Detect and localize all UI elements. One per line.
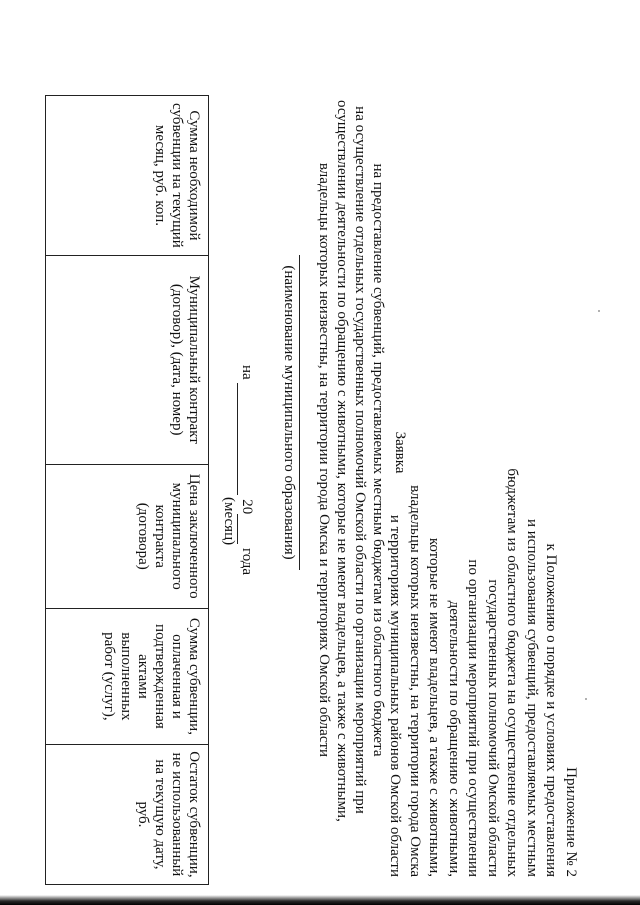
appendix-line: которые не имеют владельцев, а также с животными,: [426, 537, 443, 877]
appendix-line: деятельности по обращению с животными,: [446, 600, 462, 877]
scan-speck: [598, 310, 600, 312]
year-blank: [237, 514, 255, 544]
table-header-cell: Сумма субвенции, оплаченная и подтвержденная актами выполненных работ (услуг),: [46, 608, 209, 744]
municipality-caption: (наименование муниципального образования): [281, 265, 297, 560]
table-header-cell: Остаток субвенции, не использованный на текущую дату, руб.: [46, 744, 209, 884]
municipality-fill-line: [299, 255, 300, 570]
appendix-line: к Положению о порядке и условиях предоставления: [543, 543, 560, 877]
subtitle-line: на осуществление отдельных государственных полномочий Омской области по организации мероприятий при: [352, 106, 368, 814]
document-title: Заявка: [392, 431, 408, 474]
appendix-line: и территориях муниципальных районов Омской области: [387, 514, 404, 877]
table-header-cell: Цена заключенного муниципального контракта (договора): [46, 464, 209, 608]
scan-edge-shadow: [0, 895, 640, 905]
month-caption: (месяц): [221, 497, 237, 546]
table-header-row: [46, 96, 209, 885]
appendix-line: владельцы которых неизвестны, на территории города Омска: [407, 485, 423, 877]
appendix-line: по организации мероприятий при осуществлении: [465, 559, 482, 877]
subtitle-line: осуществлении деятельности по обращению с животными, которые не имеют владельцев, а также с животными,: [334, 100, 350, 822]
subtitle-line: владельцы которых неизвестны, на территории города Омска и территориях Омской области: [316, 162, 332, 758]
appendix-block: [385, 407, 580, 877]
appendix-line: бюджетам из областного бюджета на осуществление отдельных: [504, 468, 521, 877]
appendix-line: и использования субвенций, предоставляемых местным: [524, 519, 540, 877]
year-prefix: 20: [239, 499, 255, 515]
month-blank: [237, 383, 255, 495]
scan-speck: [585, 698, 587, 700]
date-suffix: года: [239, 547, 255, 576]
table-header-cell: Сумма необходимой субвенции на текущий месяц, руб. коп.: [46, 96, 209, 256]
table-header-cell: Муниципальный контракт (договор), (дата, номер): [46, 255, 209, 464]
date-prefix: на: [239, 365, 255, 380]
date-row: [237, 365, 255, 575]
appendix-heading: Приложение № 2: [563, 767, 579, 877]
subvention-table: [45, 95, 209, 885]
subtitle-line: на предоставление субвенций, предоставляемых местным бюджетам из областного бюджета: [370, 163, 386, 757]
document-subtitle: [315, 100, 387, 820]
appendix-line: государственных полномочий Омской области: [485, 579, 501, 877]
